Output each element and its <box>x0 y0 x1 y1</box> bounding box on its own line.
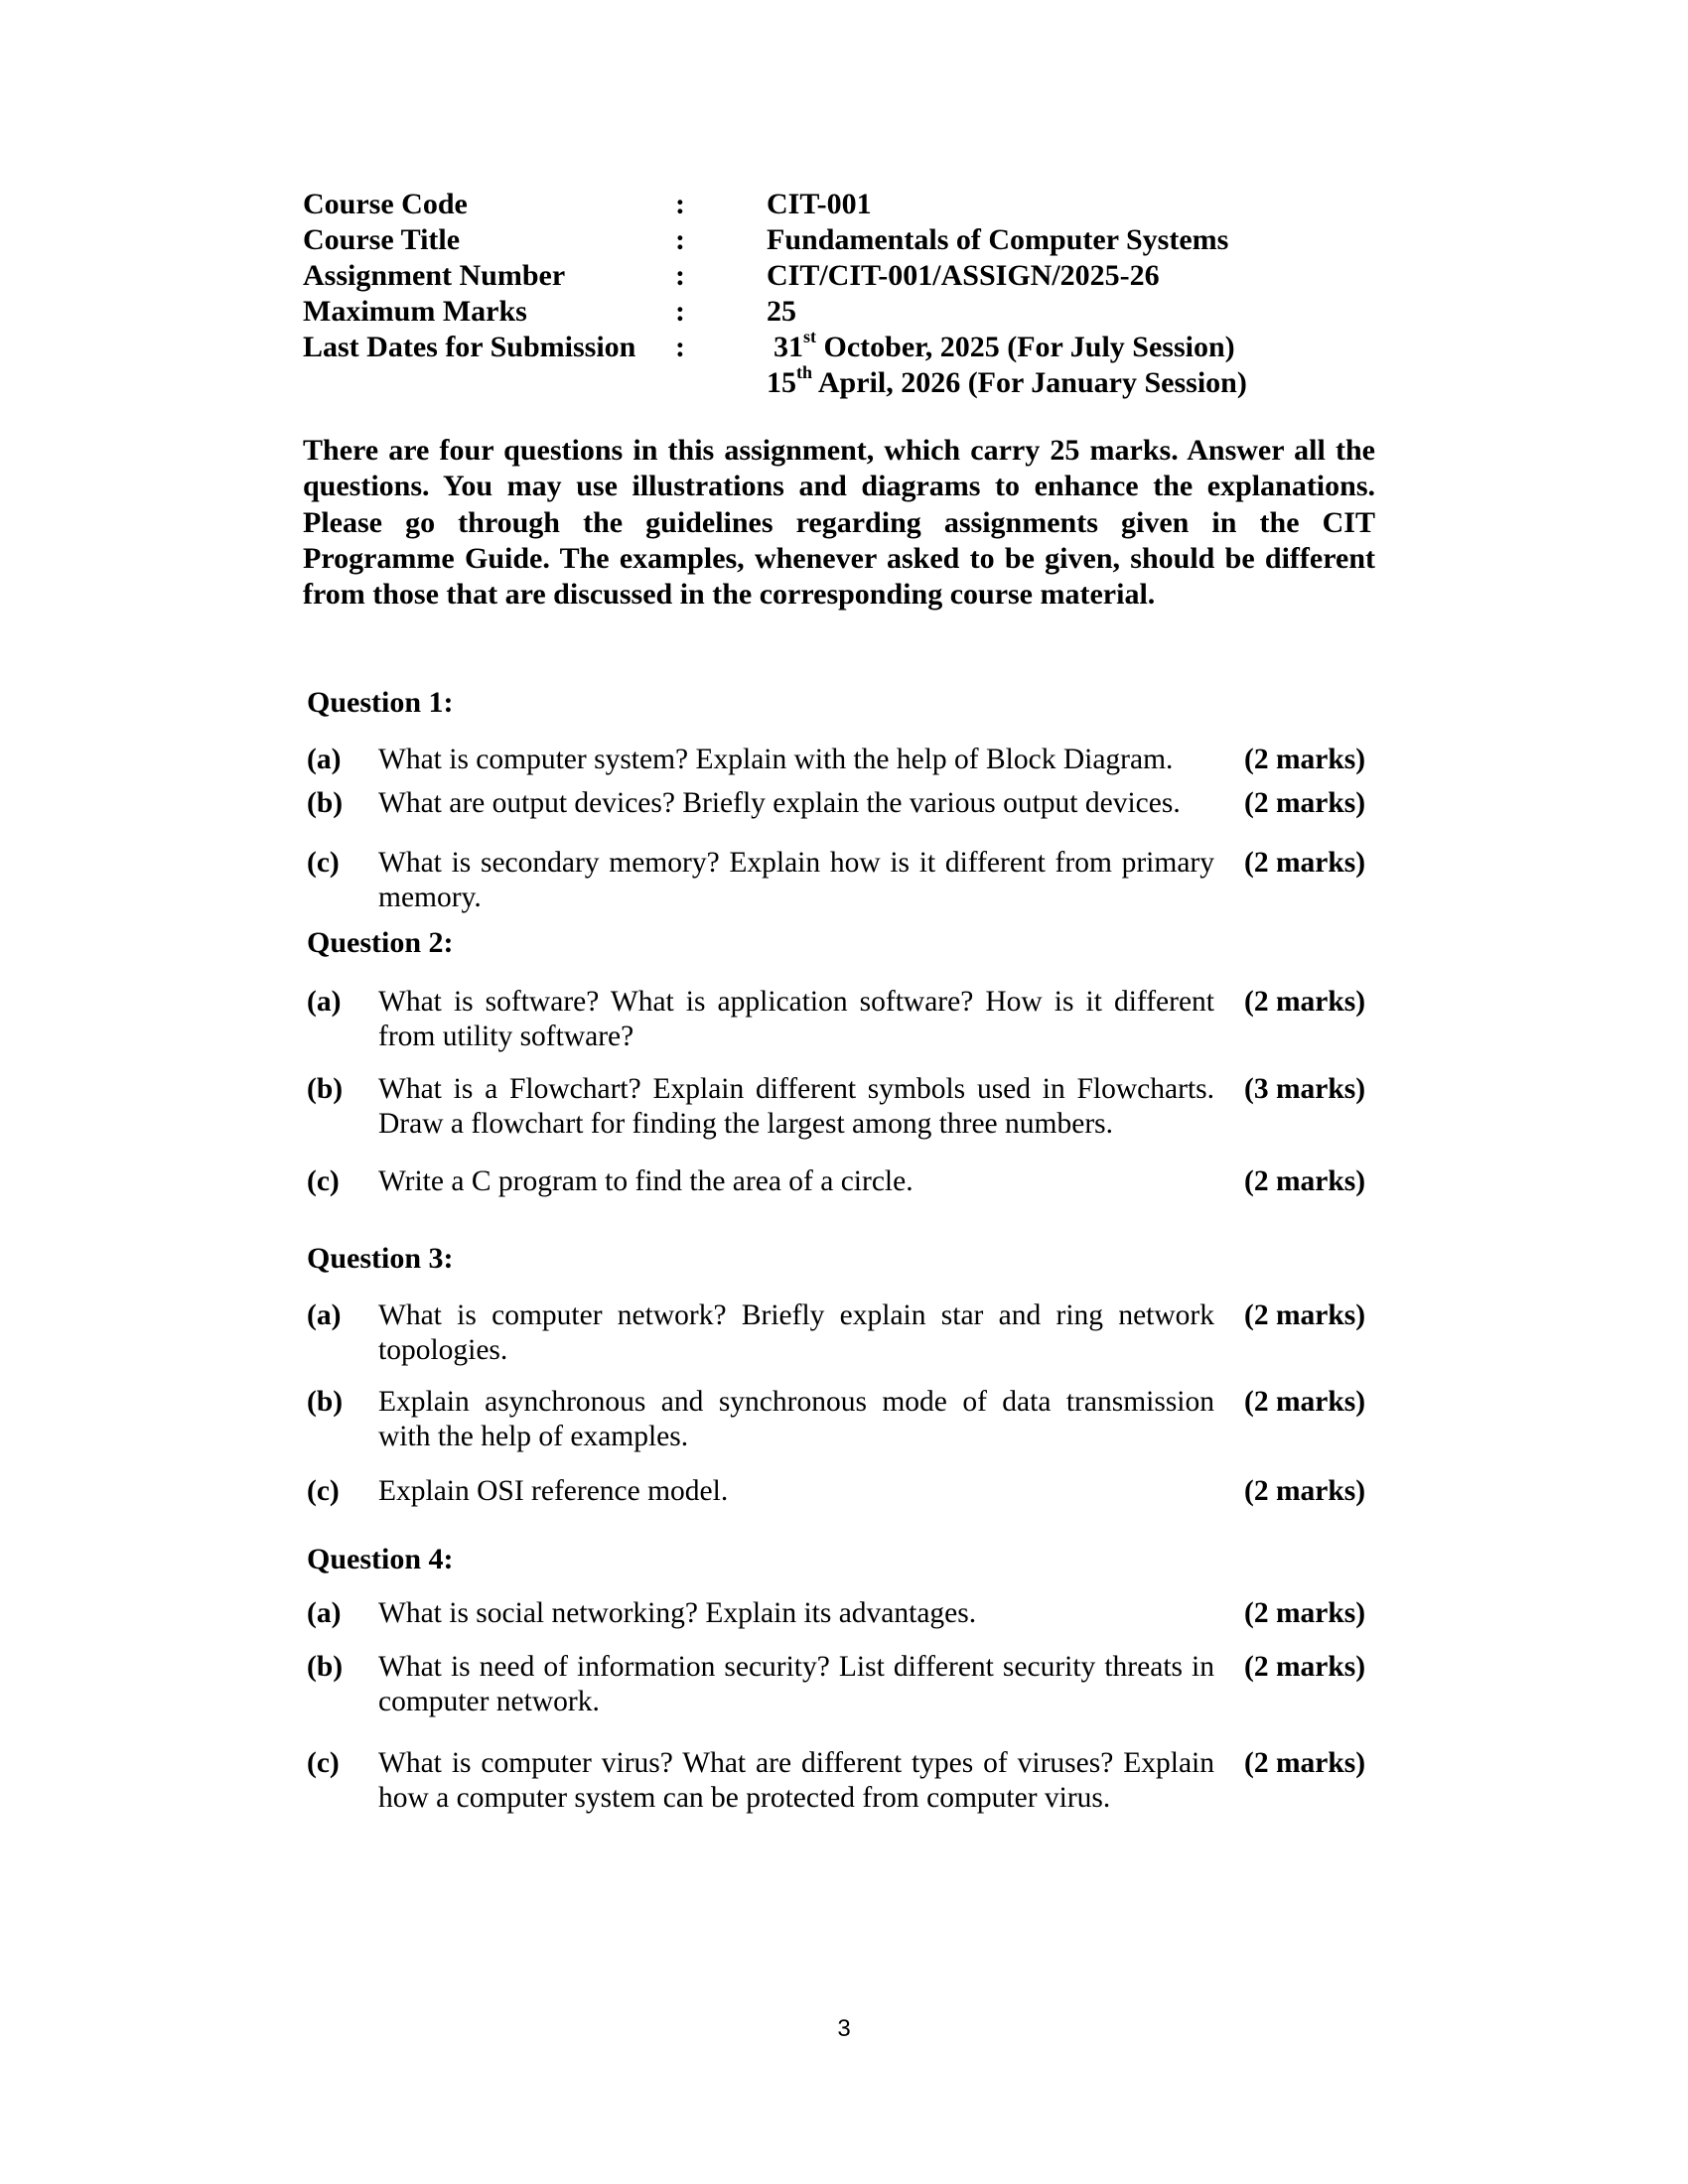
part-text: Write a C program to find the area of a circle. <box>378 1165 914 1197</box>
header-colon: : <box>675 259 685 292</box>
part-label: (c) <box>307 1747 340 1779</box>
header-value: CIT/CIT-001/ASSIGN/2025-26 <box>767 259 1160 292</box>
instructions-paragraph: There are four questions in this assignment, which carry 25 marks. Answer all the questions. You may use illustrations and diagrams to enhance the explanations. Please go through the guidelines regarding assignments given in the CIT Programme Guide. The examples, whenever asked to be given, should be different from those that are discussed in the corresponding course material. <box>303 434 1375 612</box>
part-text: What are output devices? Briefly explain the various output devices. <box>378 787 1181 819</box>
submission-date-january <box>767 362 1247 401</box>
part-text: What is secondary memory? Explain how is it different from primary memory. <box>378 847 1214 913</box>
part-label: (c) <box>307 847 340 879</box>
part-marks: (2 marks) <box>1244 986 1366 1018</box>
header-row-assignment-number <box>0 258 1688 294</box>
part-marks: (2 marks) <box>1244 1747 1366 1779</box>
header-value: 25 <box>767 295 796 328</box>
part-text: What is computer system? Explain with the help of Block Diagram. <box>378 744 1174 775</box>
header-label: Assignment Number <box>303 259 566 292</box>
part-text: Explain OSI reference model. <box>378 1475 729 1507</box>
header-label: Last Dates for Submission <box>303 331 636 363</box>
part-text: What is computer network? Briefly explain star and ring network topologies. <box>378 1299 1214 1366</box>
page-number: 3 <box>837 2015 851 2042</box>
part-label: (c) <box>307 1475 340 1507</box>
part-text: What is a Flowchart? Explain different symbols used in Flowcharts. Draw a flowchart for finding the largest among three numbers. <box>378 1073 1214 1140</box>
header-row-last-dates-2 <box>0 362 1688 401</box>
part-label: (b) <box>307 1386 344 1418</box>
part-marks: (2 marks) <box>1244 744 1366 775</box>
part-text: Explain asynchronous and synchronous mode of data transmission with the help of examples. <box>378 1386 1214 1452</box>
part-marks: (2 marks) <box>1244 787 1366 819</box>
header-colon: : <box>675 188 685 220</box>
header-label: Maximum Marks <box>303 295 527 328</box>
part-marks: (2 marks) <box>1244 1651 1366 1683</box>
header-value: Fundamentals of Computer Systems <box>767 223 1229 256</box>
part-marks: (2 marks) <box>1244 1165 1366 1197</box>
date-day: 31 <box>774 331 803 363</box>
part-marks: (2 marks) <box>1244 1597 1366 1629</box>
header-row-last-dates <box>0 327 1688 365</box>
question-3-title: Question 3: <box>307 1242 454 1275</box>
part-label: (b) <box>307 1651 344 1683</box>
date-rest: April, 2026 (For January Session) <box>812 366 1247 399</box>
part-label: (a) <box>307 986 342 1018</box>
date-ordinal: th <box>796 362 813 382</box>
header-row-course-code <box>0 187 1688 222</box>
part-label: (c) <box>307 1165 340 1197</box>
part-marks: (2 marks) <box>1244 1299 1366 1331</box>
part-marks: (2 marks) <box>1244 1386 1366 1418</box>
part-text: What is software? What is application software? How is it different from utility software? <box>378 986 1214 1052</box>
part-marks: (3 marks) <box>1244 1073 1366 1105</box>
header-colon: : <box>675 295 685 328</box>
header-label: Course Code <box>303 188 468 220</box>
part-text: What is social networking? Explain its advantages. <box>378 1597 977 1629</box>
header-row-maximum-marks <box>0 294 1688 330</box>
part-marks: (2 marks) <box>1244 1475 1366 1507</box>
submission-date-july <box>774 327 1235 365</box>
header-row-course-title <box>0 222 1688 258</box>
part-label: (a) <box>307 1299 342 1331</box>
part-label: (a) <box>307 744 342 775</box>
header-colon: : <box>675 223 685 256</box>
part-text: What is computer virus? What are different types of viruses? Explain how a computer system can be protected from computer virus. <box>378 1747 1214 1814</box>
question-1-title: Question 1: <box>307 686 454 719</box>
header-colon: : <box>675 331 685 363</box>
header-value: CIT-001 <box>767 188 872 220</box>
header-label: Course Title <box>303 223 461 256</box>
part-marks: (2 marks) <box>1244 847 1366 879</box>
date-day: 15 <box>767 366 796 399</box>
question-4-title: Question 4: <box>307 1543 454 1575</box>
question-2-title: Question 2: <box>307 926 454 959</box>
part-label: (a) <box>307 1597 342 1629</box>
part-label: (b) <box>307 787 344 819</box>
part-text: What is need of information security? List different security threats in computer network. <box>378 1651 1214 1717</box>
date-ordinal: st <box>803 327 816 346</box>
date-rest: October, 2025 (For July Session) <box>816 331 1235 363</box>
part-label: (b) <box>307 1073 344 1105</box>
